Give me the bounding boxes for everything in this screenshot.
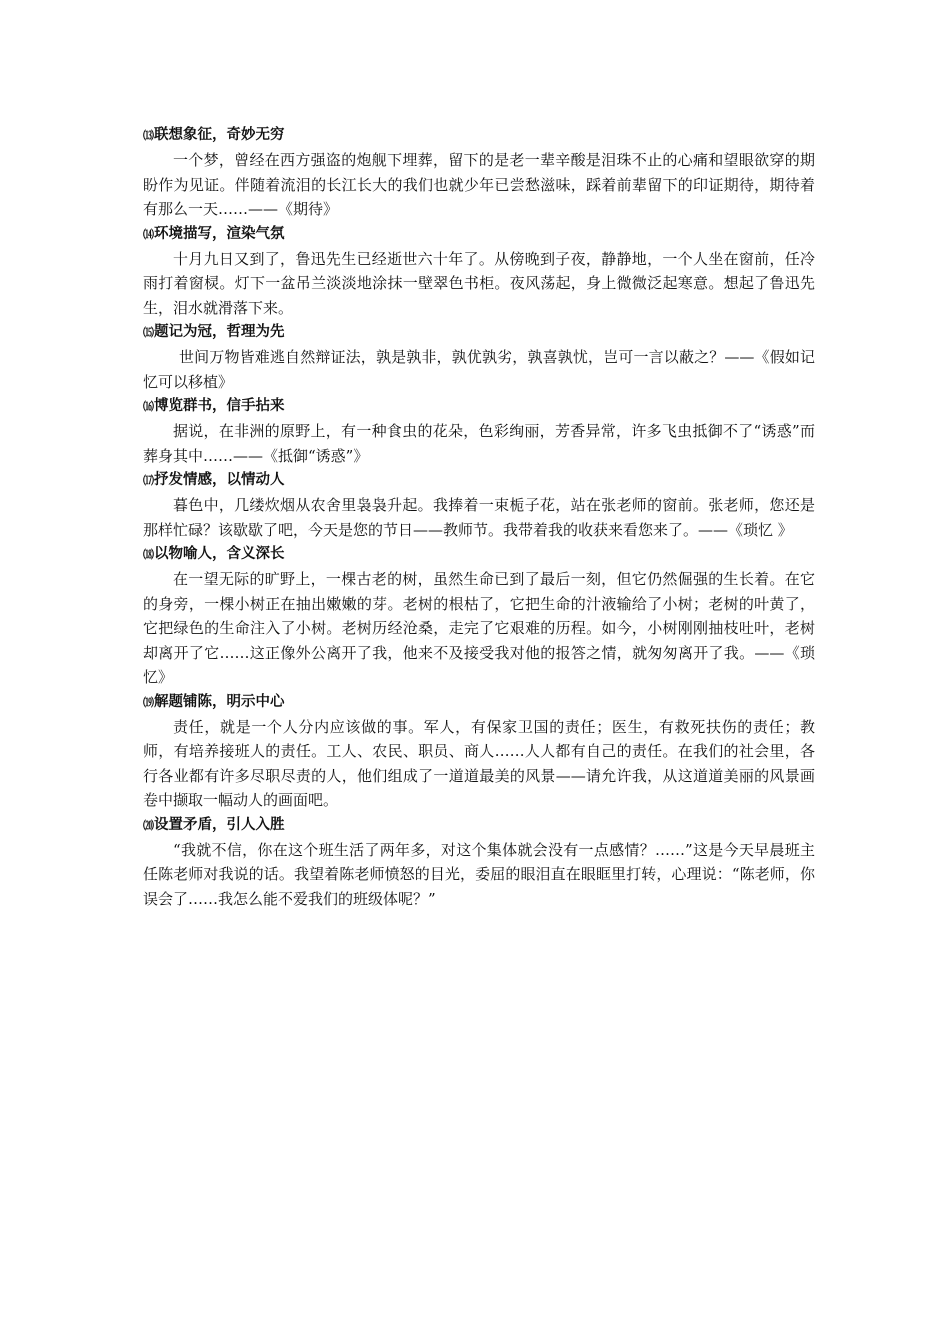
section-heading-text: 以物喻人，含义深长 xyxy=(154,546,285,562)
section-heading xyxy=(143,222,815,247)
section-number: ⒅ xyxy=(143,548,153,561)
section-17 xyxy=(143,468,815,542)
section-16 xyxy=(143,394,815,468)
section-body: 暮色中，几缕炊烟从农舍里袅袅升起。我捧着一束栀子花，站在张老师的窗前。张老师，您还是那样忙碌？该歇歇了吧，今天是您的节日——教师节。我带着我的收获来看您来了。——《琐忆 》 xyxy=(143,496,815,539)
section-heading xyxy=(143,542,815,567)
section-heading-text: 联想象征，奇妙无穷 xyxy=(154,127,285,143)
section-heading xyxy=(143,813,815,838)
section-body: “我就不信，你在这个班生活了两年多，对这个集体就会没有一点感情？……”这是今天早晨班主任陈老师对我说的话。我望着陈老师愤怒的目光，委屈的眼泪直在眼眶里打转，心理说：“陈老师，你误会了……我怎么能不爱我们的班级体呢？” xyxy=(143,840,815,908)
section-20 xyxy=(143,813,815,912)
section-body: 世间万物皆难逃自然辩证法，孰是孰非，孰优孰劣，孰喜孰忧，岂可一言以蔽之？——《假如记忆可以移植》 xyxy=(143,348,815,391)
section-19 xyxy=(143,690,815,813)
section-number: ⒇ xyxy=(143,818,153,832)
section-body: 一个梦，曾经在西方强盗的炮舰下埋葬，留下的是老一辈辛酸是泪珠不止的心痛和望眼欲穿的期盼作为见证。伴随着流泪的长江长大的我们也就少年已尝愁滋味，踩着前辈留下的印证期待，期待着有那么一天……——《期待》 xyxy=(143,151,815,218)
section-number: ⒃ xyxy=(143,400,153,413)
section-14 xyxy=(143,222,815,321)
section-heading xyxy=(143,468,815,493)
section-heading-text: 题记为冠，哲理为先 xyxy=(154,324,285,340)
section-heading xyxy=(143,123,815,148)
section-heading xyxy=(143,690,815,715)
section-number: ⒆ xyxy=(143,695,153,709)
section-number: ⒄ xyxy=(143,474,153,487)
section-heading-text: 设置矛盾，引人入胜 xyxy=(154,816,285,833)
section-15 xyxy=(143,320,815,394)
section-number: ⒂ xyxy=(143,326,153,339)
section-18 xyxy=(143,542,815,690)
section-body: 在一望无际的旷野上，一棵古老的树，虽然生命已到了最后一刻，但它仍然倔强的生长着。在它的身旁，一棵小树正在抽出嫩嫩的芽。老树的根枯了，它把生命的汁液输给了小树；老树的叶黄了，它把绿色的生命注入了小树。老树历经沧桑，走完了它艰难的历程。如今，小树刚刚抽枝吐叶，老树却离开了它……这正像外公离开了我，他来不及接受我对他的报答之情，就匆匆离开了我。——《琐忆》 xyxy=(143,570,815,686)
section-heading xyxy=(143,394,815,419)
section-body: 十月九日又到了，鲁迅先生已经逝世六十年了。从傍晚到子夜，静静地，一个人坐在窗前，任冷雨打着窗棂。灯下一盆吊兰淡淡地涂抹一壁翠色书柜。夜风荡起，身上微微泛起寒意。想起了鲁迅先生，泪水就滑落下来。 xyxy=(143,249,815,317)
section-body: 据说，在非洲的原野上，有一种食虫的花朵，色彩绚丽，芳香异常，许多飞虫抵御不了“诱惑”而葬身其中……——《抵御“诱惑”》 xyxy=(143,422,815,465)
section-heading-text: 抒发情感，以情动人 xyxy=(154,472,285,488)
section-heading-text: 解题铺陈，明示中心 xyxy=(154,693,285,710)
section-heading-text: 博览群书，信手拈来 xyxy=(154,398,285,414)
section-body: 责任，就是一个人分内应该做的事。军人，有保家卫国的责任；医生，有救死扶伤的责任；教师，有培养接班人的责任。工人、农民、职员、商人……人人都有自己的责任。在我们的社会里，各行各业都有许多尽职尽责的人，他们组成了一道道最美的风景——请允许我，从这道道美丽的风景画卷中撷取一幅动人的画面吧。 xyxy=(143,717,815,809)
section-13 xyxy=(143,123,815,222)
section-number: ⒀ xyxy=(143,129,153,142)
document-page xyxy=(143,123,815,911)
section-number: ⒁ xyxy=(143,227,153,241)
section-heading xyxy=(143,320,815,345)
section-heading-text: 环境描写，渲染气氛 xyxy=(154,225,285,242)
